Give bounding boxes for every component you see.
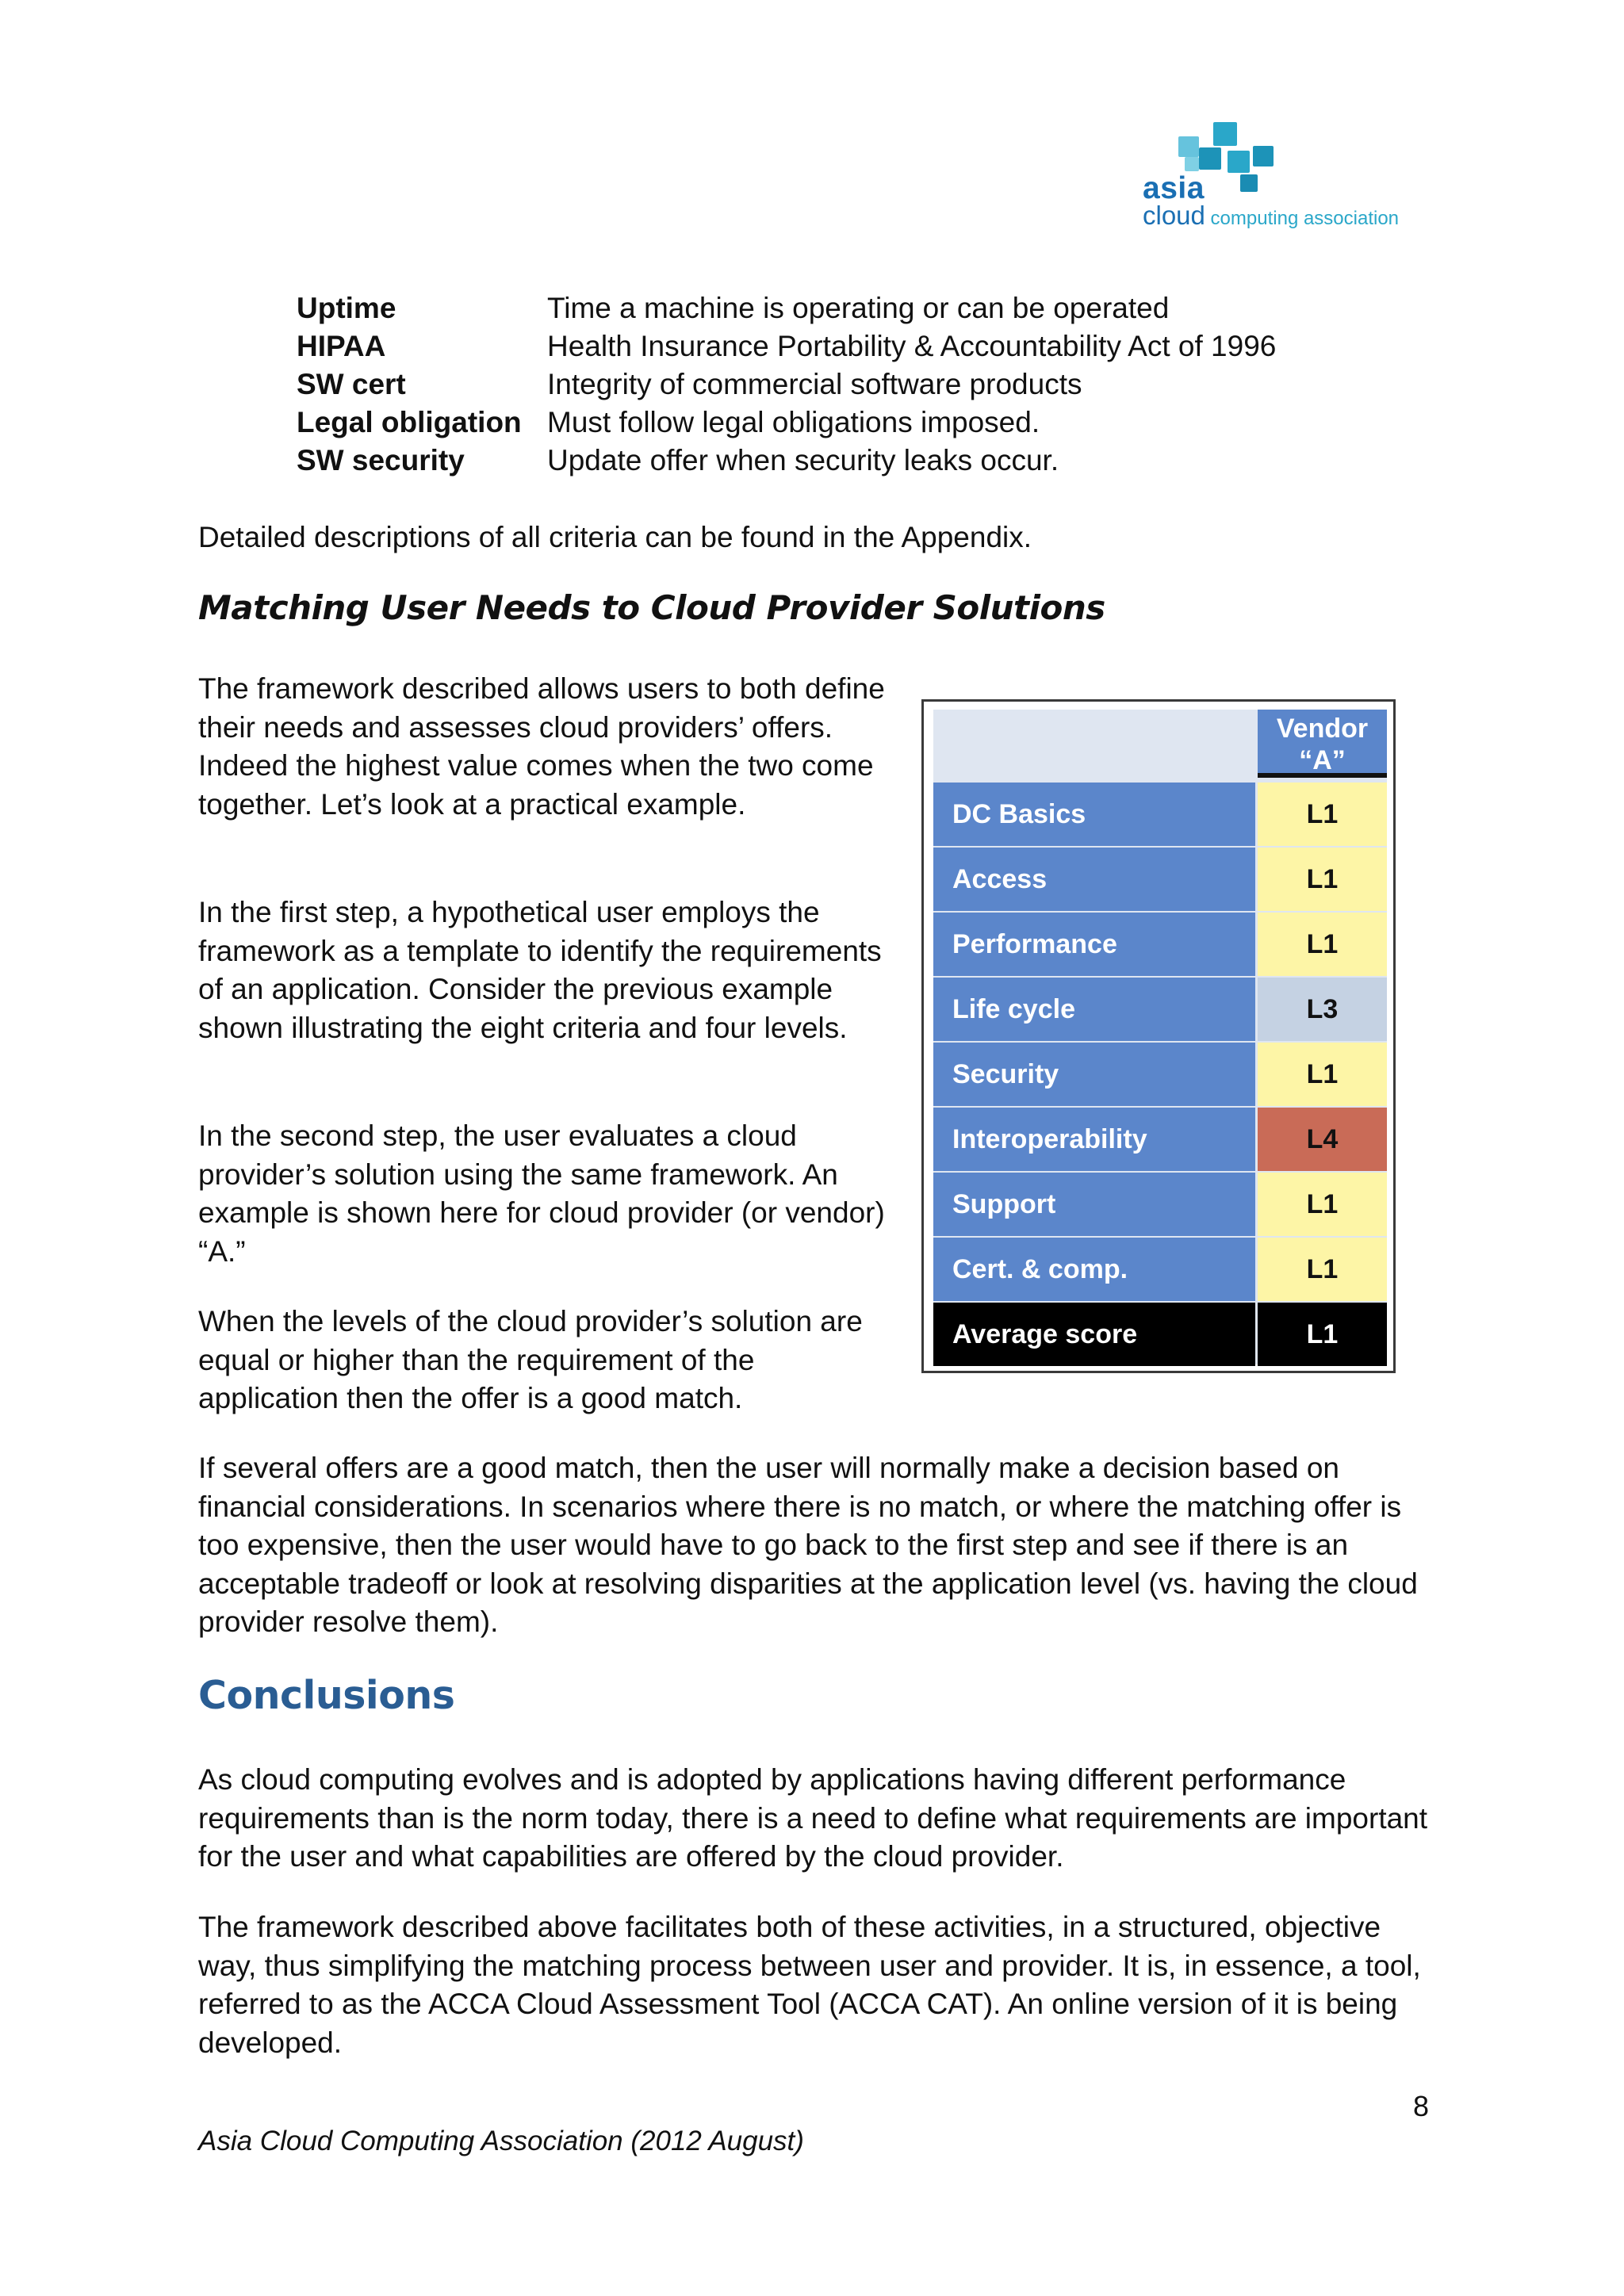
paragraph-second-step: In the second step, the user evaluates a cloud provider’s solution using the same framework. An example is shown here for cloud provider (or vendor) “A.”: [198, 1119, 885, 1268]
vendor-row-support: [933, 1173, 1387, 1238]
conclusion-paragraph-1: As cloud computing evolves and is adopted by applications having different performance requirements than is the norm today, there is a need to define what requirements are important for the user and what capabilities are offered by the cloud provider.: [198, 1763, 1428, 1873]
logo-square: [1253, 146, 1274, 166]
glossary-term: HIPAA: [297, 330, 386, 362]
glossary-term: Legal obligation: [297, 406, 522, 438]
level-cell: L1: [1258, 1173, 1387, 1236]
level-cell: L1: [1258, 913, 1387, 976]
glossary-definition: Must follow legal obligations imposed.: [547, 406, 1040, 438]
glossary-row: [297, 327, 1276, 365]
glossary-term: SW cert: [297, 368, 406, 400]
paragraph-several-offers: If several offers are a good match, then the user will normally make a decision based on financial considerations. In scenarios where there is no match, or where the matching offer is too expensive, then the user would have to go back to the first step and see if there is an acceptable tradeoff or look at resolving disparities at the application level (vs. having the cloud provider resolve them).: [198, 1452, 1418, 1638]
logo-text-cca: computing association: [1205, 208, 1400, 229]
vendor-row-life-cycle: [933, 978, 1387, 1043]
glossary-definition: Time a machine is operating or can be operated: [547, 292, 1170, 324]
vendor-table-grid: [933, 710, 1387, 1364]
conclusions-heading: Conclusions: [198, 1673, 455, 1718]
vendor-a-table: [921, 699, 1396, 1373]
glossary-term: SW security: [297, 444, 465, 476]
logo-square: [1178, 136, 1199, 157]
glossary-list: [297, 289, 1276, 480]
level-cell: L1: [1258, 848, 1387, 911]
level-cell: L4: [1258, 1108, 1387, 1171]
glossary-definition: Update offer when security leaks occur.: [547, 444, 1059, 476]
criterion-label: Support: [933, 1173, 1255, 1236]
paragraph-good-match: When the levels of the cloud provider’s solution are equal or higher than the requirement of the application then the offer is a good match.: [198, 1305, 863, 1414]
logo-text-asia: asia: [1143, 171, 1205, 205]
level-cell: L1: [1258, 1238, 1387, 1301]
criterion-label: Life cycle: [933, 978, 1255, 1041]
glossary-definition: Health Insurance Portability & Accountability Act of 1996: [547, 330, 1277, 362]
logo-text-cloud: cloud: [1143, 201, 1205, 230]
paragraph-framework: The framework described allows users to both define their needs and assesses cloud providers’ offers. Indeed the highest value comes when the two come together. Let’s look at a practical example.: [198, 672, 885, 821]
criterion-label: Performance: [933, 913, 1255, 976]
vendor-header-line2: “A”: [1299, 745, 1346, 775]
level-cell: L1: [1258, 783, 1387, 846]
glossary-row: [297, 365, 1276, 404]
section-heading: Matching User Needs to Cloud Provider Solutions: [198, 588, 1105, 627]
conclusion-paragraph-2: The framework described above facilitates both of these activities, in a structured, objective way, thus simplifying the matching process between user and provider. It is, in essence, a tool, referred to as the ACCA Cloud Assessment Tool (ACCA CAT). An online version of it is being developed.: [198, 1911, 1421, 2059]
vendor-row-average-score: [933, 1303, 1387, 1368]
glossary-row: [297, 404, 1276, 442]
logo-square: [1199, 147, 1221, 170]
glossary-row: [297, 442, 1276, 480]
average-label: Average score: [933, 1303, 1255, 1366]
vendor-row-cert-comp: [933, 1238, 1387, 1303]
criterion-label: DC Basics: [933, 783, 1255, 846]
vendor-row-performance: [933, 913, 1387, 978]
criterion-label: Cert. & comp.: [933, 1238, 1255, 1301]
appendix-note: Detailed descriptions of all criteria can be found in the Appendix.: [198, 521, 1032, 553]
glossary-row: [297, 289, 1276, 327]
criterion-label: Access: [933, 848, 1255, 911]
vendor-row-security: [933, 1043, 1387, 1108]
vendor-header: [1258, 710, 1387, 778]
paragraph-first-step: In the first step, a hypothetical user employs the framework as a template to identify the requirements of an application. Consider the previous example shown illustrating the eight criteria and four levels.: [198, 896, 882, 1044]
logo-square: [1213, 122, 1237, 146]
logo-square: [1185, 157, 1199, 171]
level-cell: L1: [1258, 1043, 1387, 1106]
level-cell: L3: [1258, 978, 1387, 1041]
vendor-header-line1: Vendor: [1276, 714, 1369, 744]
vendor-row-dc-basics: [933, 783, 1387, 848]
average-level-cell: L1: [1258, 1303, 1387, 1366]
acca-logo: [1134, 117, 1404, 244]
vendor-row-interoperability: [933, 1108, 1387, 1173]
criterion-label: Security: [933, 1043, 1255, 1106]
glossary-term: Uptime: [297, 292, 396, 324]
footer-text: Asia Cloud Computing Association (2012 August): [198, 2126, 804, 2156]
glossary-definition: Integrity of commercial software products: [547, 368, 1082, 400]
page-number: 8: [1413, 2090, 1430, 2122]
logo-square: [1240, 174, 1258, 192]
logo-text-line2: [1143, 201, 1399, 231]
criterion-label: Interoperability: [933, 1108, 1255, 1171]
logo-square: [1228, 151, 1250, 173]
vendor-row-access: [933, 848, 1387, 913]
